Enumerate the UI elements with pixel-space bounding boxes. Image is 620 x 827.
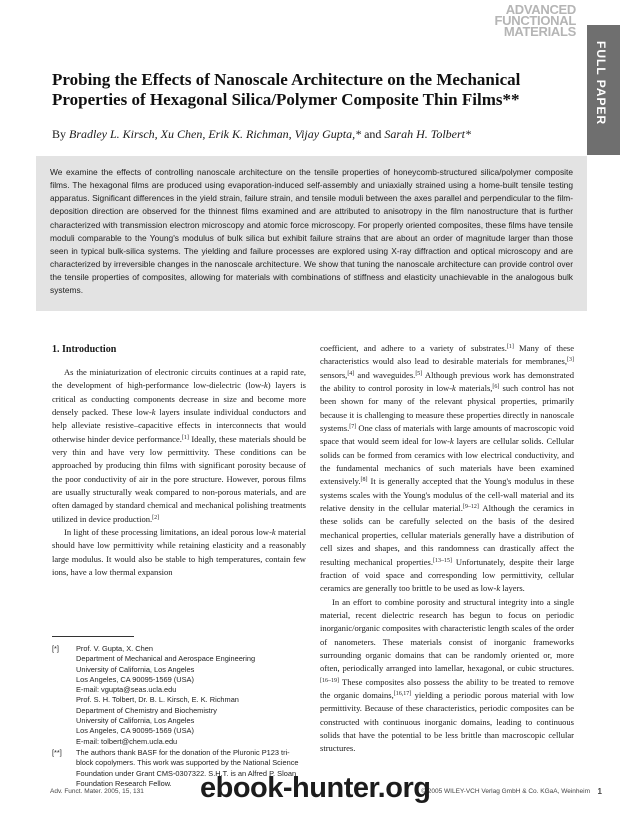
logo-line: FUNCTIONAL xyxy=(494,13,576,28)
footnote-line: Department of Chemistry and Biochemistry xyxy=(76,705,217,715)
author-list xyxy=(52,127,572,142)
footnote-line: E-mail: vgupta@seas.ucla.edu xyxy=(76,685,177,695)
footnote-line: Los Angeles, CA 90095-1569 (USA) xyxy=(76,674,194,684)
author-last: Sarah H. Tolbert* xyxy=(384,127,471,141)
footer-citation: Adv. Funct. Mater. 2005, 15, 131 xyxy=(50,788,144,795)
watermark: ebook-hunter.org xyxy=(200,772,431,804)
footnote-line: Foundation Research Fellow. xyxy=(76,778,172,788)
footnote-marker: [**] xyxy=(52,748,62,757)
footnote-marker: [*] xyxy=(52,644,59,653)
footnote-line: University of California, Los Angeles xyxy=(76,664,195,674)
citation: [2] xyxy=(152,514,160,521)
logo-line: MATERIALS xyxy=(503,24,576,39)
page-number: 1 xyxy=(597,787,602,796)
footnote-line: Los Angeles, CA 90095-1569 (USA) xyxy=(76,726,194,736)
author-and: and xyxy=(361,127,385,141)
citation: [4] xyxy=(347,370,355,377)
citation: [5] xyxy=(415,370,423,377)
footnote-line: The authors thank BASF for the donation of the Pluronic P123 tri- xyxy=(76,748,290,757)
footnote-line: Prof. S. H. Tolbert, Dr. B. L. Kirsch, E. K. Richman xyxy=(76,695,239,705)
section-tab-label: FULL PAPER xyxy=(594,41,608,126)
section-tab xyxy=(587,25,620,155)
logo-line: ADVANCED xyxy=(505,2,576,17)
abstract: We examine the effects of controlling nanoscale architecture on the tensile properties of honeycomb-structured silica/polymer composite films. The hexagonal films are produced using evaporation-induced self-assembly and uniaxially strained using a home-built tensile testing apparatus. Significant differences in the yield strain, failure strain, and tensile moduli between the axes parallel and perpendicular to the film-deposition direction are observed for the thinnest films examined and are attributed to anisotropy in the film nanostructure that is further characterized with transmission electron microscopy and atomic force microscopy. For properly oriented composites, these films have tensile moduli comparable to the Young's modulus of bulk silica but exhibit failure strains that are about an order of magnitude larger than those seen in typical bulk-silica systems. The yielding and failure processes are explored using X-ray diffraction and optical microscopy and are characterized by irreversible changes in the nanoscale architecture. We show that tuning the nanoscale architecture can provide control over the tensile properties of composites, allowing for materials with combinations of stiffness and elasticity unachievable in the analogous bulk systems. xyxy=(36,156,587,311)
journal-logo xyxy=(468,4,576,37)
citation: [16,17] xyxy=(393,690,412,697)
citation: [7] xyxy=(349,424,357,431)
paragraph: As the miniaturization of electronic circuits continues at a rapid rate, the development of high-performance low-dielectric (low-k) layers is critical as conducting components decrease in size and become more densely packed. These low-k layers insulate individual conductors and help alleviate resistive–capacitive effects in interconnects that would otherwise hinder device performance.[1] Ideally, these materials should be very thin and have very low permittivity. These conditions can be approached by producing thin films with significant porosity because of the poor conductivity of air in the pore structure. However, porous films are usually structurally weak compared to non-porous materials, and are often damaged by standard chemical and mechanical polishing treatments utilized in device production.[2] xyxy=(52,367,306,524)
author-names: Bradley L. Kirsch, Xu Chen, Erik K. Richman, Vijay Gupta,* xyxy=(69,127,362,141)
paragraph: In light of these processing limitations, an ideal porous low-k material should have low permittivity while retaining elasticity and a reasonably large modulus. It would also be stable to high temperatures, contain few ions, have a low thermal expansion xyxy=(52,527,306,578)
footnote-line: Department of Mechanical and Aerospace Engineering xyxy=(76,654,256,664)
citation: [6] xyxy=(492,384,500,391)
citation: [1] xyxy=(506,344,514,350)
citation: [13–15] xyxy=(432,557,452,564)
footnote-line: Prof. V. Gupta, X. Chen xyxy=(76,644,153,653)
paragraph: coefficient, and adhere to a variety of substrates.[1] Many of these characteristics would also lead to desirable materials for membranes,[3] sensors,[4] and waveguides.[5] Although previous work has demonstrated the ability to control porosity in low-k materials,[6] such control has not been shown for many of the relevant physical properties, primarily because it is challenging to measure these properties directly in nanoscale systems.[7] One class of materials with large amounts of macroscopic void space that would seem ideal for low-k layers are cellular solids. Cellular solids can be formed from ceramics with low electrical conductivity, and the fundamental mechanics of such materials have been examined extensively.[8] It is generally accepted that the Young's modulus in these systems scales with the Young's modulus of the cell-wall material and its relative density in the cellular material.[9–12] Although the ceramics in these solids can be carefully selected on the basis of the desired mechanical properties, cellular materials generally have a distribution of cell sizes and shapes, and this randomness can drastically affect the resulting mechanical properties.[13–15] Unfortunately, despite their large fraction of void space and corresponding low permittivity, cellular ceramics are generally too brittle to be used as low-k layers. xyxy=(320,343,575,594)
paragraph: In an effort to combine porosity and structural integrity into a single material, recent dielectric research has begun to focus on periodic inorganic/organic composites with characteristic length scales of the order of nanometers. These materials consist of inorganic frameworks surrounding organic domains that can be randomly oriented or, more often, periodically arranged into lamellar, hexagonal, or cubic structures.[16–19] These composites also possess the ability to be treated to remove the organic domains,[16,17] yielding a periodic porous material with low permittivity. Because of these characteristics, periodic composites can be constructed with continuous inorganic domains, leading to continuous solids that have the potential to be less brittle than macroscopic cellular structures. xyxy=(320,596,575,754)
citation: [9–12] xyxy=(462,504,479,511)
footnote-rule xyxy=(52,636,134,637)
column-left xyxy=(52,366,306,580)
footnote-line: Foundation under Grant CMS-0307322. S.H.T. is an Alfred P. Sloan xyxy=(76,768,297,778)
citation: [3] xyxy=(567,357,574,364)
footnote-line: block copolymers. This work was supported by the National Science xyxy=(76,758,299,768)
author-prefix: By xyxy=(52,127,70,141)
footer-copyright: © 2005 WILEY-VCH Verlag GmbH & Co. KGaA, Weinheim xyxy=(421,788,590,795)
footnote-line: E-mail: tolbert@chem.ucla.edu xyxy=(76,736,178,746)
column-right xyxy=(320,342,574,756)
footnote-line: University of California, Los Angeles xyxy=(76,716,195,726)
citation: [1] xyxy=(181,434,189,441)
citation: [8] xyxy=(360,477,368,484)
section-heading: 1. Introduction xyxy=(52,344,117,355)
paper-title: Probing the Effects of Nanoscale Architecture on the Mechanical Properties of Hexagonal Silica/Polymer Composite Thin Films** xyxy=(52,70,521,109)
citation: [16–19] xyxy=(320,677,339,684)
